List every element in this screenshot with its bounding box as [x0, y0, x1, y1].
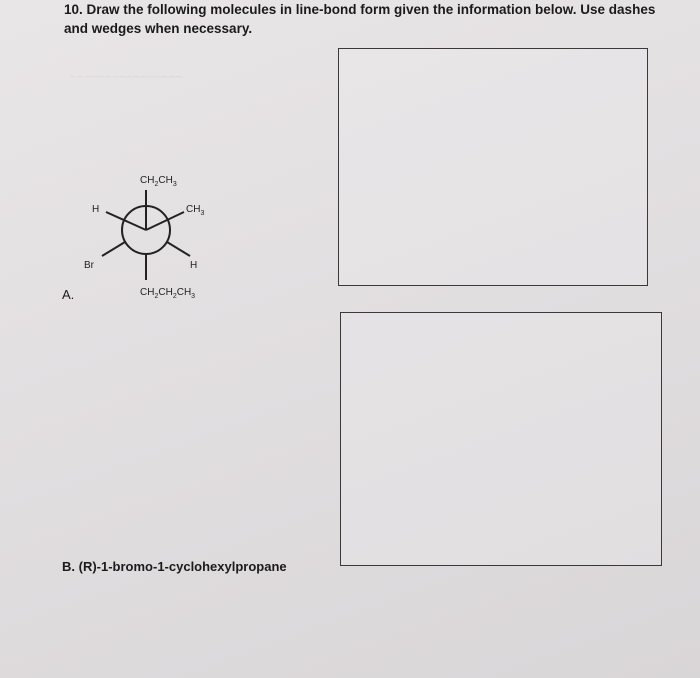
front-left-group: H — [92, 204, 100, 215]
back-bottom-group: $CH_2CH_2CH_3$ — [140, 287, 196, 300]
back-bond-left — [102, 242, 125, 256]
newman-projection — [70, 168, 250, 303]
front-bond-left — [106, 212, 146, 230]
bleed-through-text: ~~~~~~~~~~~~~~~~ — [70, 70, 183, 84]
front-top-group: $CH_2CH_3$ — [140, 175, 177, 188]
back-right-group: H — [190, 260, 198, 271]
answer-box-a[interactable] — [338, 48, 648, 286]
part-a-label: A. — [62, 287, 75, 302]
part-b-label: B. (R)-1-bromo-1-cyclohexylpropane — [62, 559, 287, 574]
back-bond-right — [167, 242, 190, 256]
question-prompt: 10. Draw the following molecules in line-bond form given the information below. Use dashes and wedges when necessary. — [64, 2, 656, 36]
back-left-group: Br — [84, 260, 94, 271]
answer-box-b[interactable] — [340, 312, 662, 566]
front-right-group: $CH_3$ — [186, 204, 205, 217]
